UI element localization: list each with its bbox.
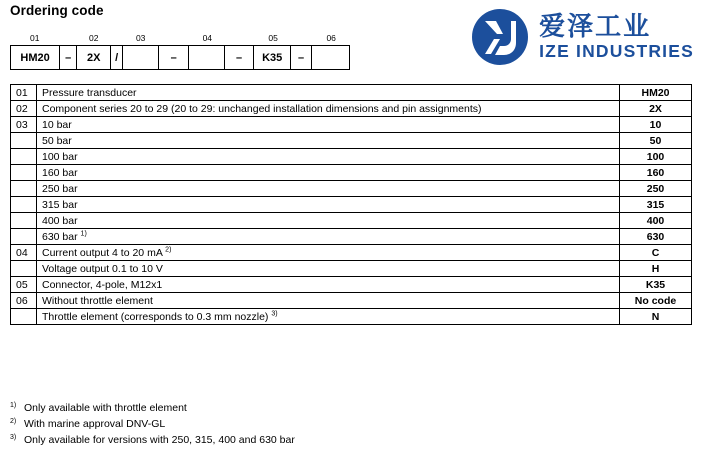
code-position-04: 04	[189, 33, 225, 46]
table-row	[11, 245, 692, 261]
footnote-1-text: Only available with throttle element	[24, 402, 187, 414]
row-code: 160	[620, 165, 692, 181]
table-row	[11, 85, 692, 101]
table-row	[11, 197, 692, 213]
row-description: 10 bar	[37, 117, 620, 133]
row-position	[11, 165, 37, 181]
logo-chinese-name: 爱泽工业	[539, 11, 652, 42]
footnote-ref: 1)	[80, 230, 87, 237]
row-description: Pressure transducer	[37, 85, 620, 101]
code-position-gap-5	[292, 33, 313, 46]
row-code: N	[620, 309, 692, 325]
row-code: HM20	[620, 85, 692, 101]
row-description: 160 bar	[37, 165, 620, 181]
code-position-03: 03	[123, 33, 159, 46]
table-row	[11, 101, 692, 117]
row-description: 630 bar $^{1)}$	[37, 229, 620, 245]
row-description: Throttle element (corresponds to 0.3 mm nozzle) $^{3)}$	[37, 309, 620, 325]
code-string-cells	[10, 46, 350, 70]
row-code: 2X	[620, 101, 692, 117]
row-code: 400	[620, 213, 692, 229]
row-position: 01	[11, 85, 37, 101]
code-cell-k35: K35	[254, 46, 291, 69]
code-position-gap-1	[60, 33, 77, 46]
footnotes	[10, 400, 570, 448]
code-cell-dash-3: –	[225, 46, 254, 69]
code-cell-dash-4: –	[291, 46, 311, 69]
table-row	[11, 181, 692, 197]
table-row	[11, 165, 692, 181]
row-code: C	[620, 245, 692, 261]
row-position	[11, 261, 37, 277]
row-code: 10	[620, 117, 692, 133]
code-position-gap-4	[225, 33, 254, 46]
code-cell-blank-06	[312, 46, 349, 69]
footnote-ref: 3)	[271, 310, 278, 317]
footnote-3-text: Only available for versions with 250, 315, 400 and 630 bar	[24, 434, 295, 446]
row-position: 06	[11, 293, 37, 309]
code-cell-2x: 2X	[77, 46, 111, 69]
logo-wordmark	[539, 13, 694, 61]
page-title: Ordering code	[10, 3, 104, 18]
code-string-diagram	[10, 30, 350, 72]
row-code: No code	[620, 293, 692, 309]
row-description: Current output 4 to 20 mA $^{2)}$	[37, 245, 620, 261]
code-position-06: 06	[312, 33, 350, 46]
code-position-02: 02	[77, 33, 111, 46]
row-position	[11, 133, 37, 149]
table-row	[11, 213, 692, 229]
table-row	[11, 149, 692, 165]
footnote-3: $^{3)}$ Only available for versions with 250, 315, 400 and 630 bar	[10, 433, 295, 446]
code-cell-dash-2: –	[159, 46, 190, 69]
row-code: 50	[620, 133, 692, 149]
table-row	[11, 133, 692, 149]
row-position	[11, 149, 37, 165]
company-logo	[471, 8, 694, 66]
row-position	[11, 213, 37, 229]
row-position: 02	[11, 101, 37, 117]
code-cell-blank-04	[189, 46, 225, 69]
ordering-code-table	[10, 84, 692, 325]
logo-english-name: IZE INDUSTRIES	[539, 41, 694, 62]
code-cell-hm20: HM20	[11, 46, 60, 69]
code-position-01: 01	[10, 33, 60, 46]
row-code: 315	[620, 197, 692, 213]
row-position	[11, 181, 37, 197]
row-position: 05	[11, 277, 37, 293]
table-row	[11, 293, 692, 309]
row-code: 100	[620, 149, 692, 165]
row-position: 03	[11, 117, 37, 133]
row-description: 400 bar	[37, 213, 620, 229]
row-description: Without throttle element	[37, 293, 620, 309]
code-string-positions	[10, 30, 350, 46]
row-description: Connector, 4-pole, M12x1	[37, 277, 620, 293]
footnote-2: $^{2)}$ With marine approval DNV-GL	[10, 417, 166, 430]
code-cell-blank-03	[123, 46, 159, 69]
row-position	[11, 229, 37, 245]
row-description: Voltage output 0.1 to 10 V	[37, 261, 620, 277]
table-row	[11, 277, 692, 293]
ize-logo-icon	[471, 8, 529, 66]
table-row	[11, 261, 692, 277]
row-description: 50 bar	[37, 133, 620, 149]
row-description: 100 bar	[37, 149, 620, 165]
table-row	[11, 229, 692, 245]
code-cell-dash-1: –	[60, 46, 77, 69]
row-position	[11, 309, 37, 325]
row-description: Component series 20 to 29 (20 to 29: unchanged installation dimensions and pin assignments)	[37, 101, 620, 117]
code-cell-slash: /	[111, 46, 123, 69]
code-position-gap-3	[159, 33, 190, 46]
row-position	[11, 197, 37, 213]
code-position-gap-2	[111, 33, 123, 46]
footnote-2-text: With marine approval DNV-GL	[24, 418, 166, 430]
table-row	[11, 117, 692, 133]
code-position-05: 05	[254, 33, 292, 46]
row-code: 630	[620, 229, 692, 245]
row-code: H	[620, 261, 692, 277]
row-code: K35	[620, 277, 692, 293]
footnote-ref: 2)	[165, 246, 172, 253]
row-position: 04	[11, 245, 37, 261]
table-row	[11, 309, 692, 325]
footnote-1: $^{1)}$ Only available with throttle element	[10, 401, 187, 414]
row-code: 250	[620, 181, 692, 197]
row-description: 315 bar	[37, 197, 620, 213]
row-description: 250 bar	[37, 181, 620, 197]
